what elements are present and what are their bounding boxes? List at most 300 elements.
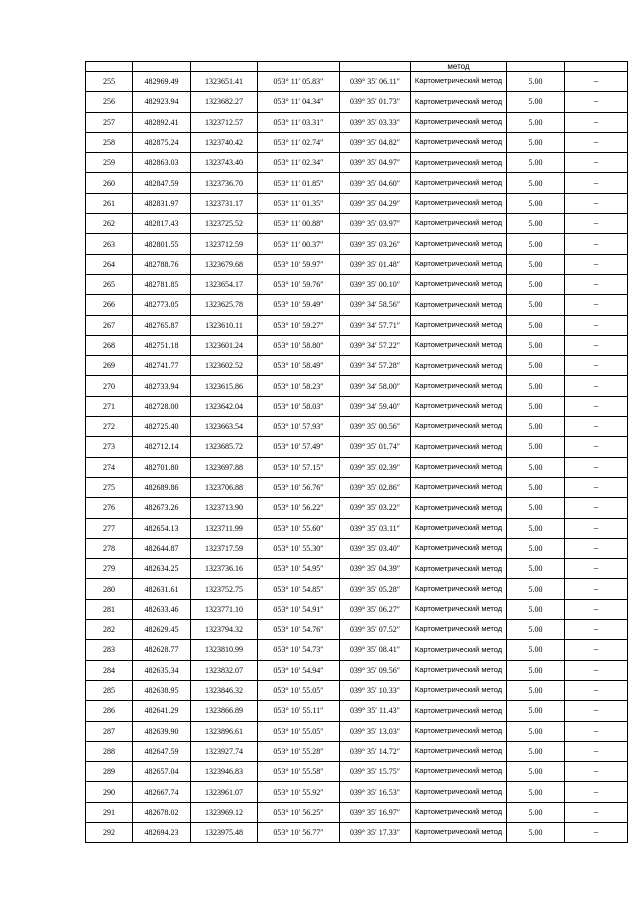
cell-latitude: 053° 10′ 55.92″: [258, 782, 340, 802]
cell-accuracy: 5.00: [507, 782, 565, 802]
cell-point-number: 277: [86, 518, 133, 538]
cell-x-coordinate: 482801.55: [133, 234, 191, 254]
cell-longitude: 039° 35′ 10.33″: [340, 680, 411, 700]
cell-latitude: 053° 10′ 58.49″: [258, 356, 340, 376]
cell-y-coordinate: 1323625.78: [191, 295, 258, 315]
cell-latitude: 053° 10′ 54.73″: [258, 640, 340, 660]
cell-accuracy: 5.00: [507, 193, 565, 213]
cell-latitude: 053° 10′ 54.76″: [258, 620, 340, 640]
cell-point-number: 286: [86, 701, 133, 721]
cell-longitude: 039° 35′ 01.74″: [340, 437, 411, 457]
cell-x-coordinate: 482875.24: [133, 132, 191, 152]
cell-point-number: 292: [86, 822, 133, 842]
cell-latitude: 053° 11′ 03.31″: [258, 112, 340, 132]
cell-y-coordinate: 1323896.61: [191, 721, 258, 741]
cell-longitude: 039° 35′ 03.26″: [340, 234, 411, 254]
cell-longitude: 039° 35′ 03.22″: [340, 498, 411, 518]
cell-latitude: 053° 10′ 59.76″: [258, 274, 340, 294]
cell-latitude: 053° 10′ 56.77″: [258, 822, 340, 842]
cell-y-coordinate: 1323651.41: [191, 72, 258, 92]
cell-point-number: 274: [86, 457, 133, 477]
cell-point-number: 266: [86, 295, 133, 315]
cell-method: Картометрический метод: [411, 579, 507, 599]
cell-latitude: 053° 10′ 59.27″: [258, 315, 340, 335]
cell-longitude: 039° 35′ 00.10″: [340, 274, 411, 294]
cell-y-coordinate: 1323706.88: [191, 477, 258, 497]
cell-method: Картометрический метод: [411, 92, 507, 112]
cell-method: Картометрический метод: [411, 721, 507, 741]
cell-note: –: [565, 92, 628, 112]
cell-longitude: 039° 35′ 03.40″: [340, 538, 411, 558]
cell-point-number: 263: [86, 234, 133, 254]
cell-point-number: 283: [86, 640, 133, 660]
cell-x-coordinate: 482923.94: [133, 92, 191, 112]
cell-y-coordinate: 1323961.07: [191, 782, 258, 802]
cell-note: –: [565, 214, 628, 234]
cell-method: Картометрический метод: [411, 376, 507, 396]
cell-method: Картометрический метод: [411, 315, 507, 335]
cell-note: –: [565, 356, 628, 376]
cell-x-coordinate: 482638.95: [133, 680, 191, 700]
table-row: [86, 802, 628, 822]
cell-accuracy: 5.00: [507, 112, 565, 132]
cell-note: –: [565, 376, 628, 396]
cell-point-number: 289: [86, 762, 133, 782]
cell-note: –: [565, 640, 628, 660]
cell-method: Картометрический метод: [411, 640, 507, 660]
cell-x-coordinate: 482673.26: [133, 498, 191, 518]
cell-y-coordinate: 1323975.48: [191, 822, 258, 842]
table-row: [86, 559, 628, 579]
cell-y-coordinate: 1323713.90: [191, 498, 258, 518]
cell-accuracy: 5.00: [507, 721, 565, 741]
cell-method-tail: метод: [411, 62, 507, 72]
cell-accuracy: 5.00: [507, 620, 565, 640]
cell-accuracy: 5.00: [507, 680, 565, 700]
cell-accuracy: 5.00: [507, 518, 565, 538]
cell-method: Картометрический метод: [411, 498, 507, 518]
cell-note: –: [565, 274, 628, 294]
table-row: [86, 701, 628, 721]
cell-y-coordinate: 1323610.11: [191, 315, 258, 335]
cell-latitude: 053° 10′ 55.60″: [258, 518, 340, 538]
cell-latitude: 053° 10′ 54.85″: [258, 579, 340, 599]
cell-x-coordinate: 482631.61: [133, 579, 191, 599]
cell-y-coordinate: 1323832.07: [191, 660, 258, 680]
cell-longitude: 039° 35′ 15.75″: [340, 762, 411, 782]
cell-x-coordinate: 482725.40: [133, 417, 191, 437]
cell-point-number: 275: [86, 477, 133, 497]
cell-point-number: 278: [86, 538, 133, 558]
cell-y-coordinate: 1323736.70: [191, 173, 258, 193]
cell-latitude: 053° 10′ 55.05″: [258, 680, 340, 700]
cell-accuracy: 5.00: [507, 538, 565, 558]
cell-method: Картометрический метод: [411, 762, 507, 782]
cell-point-number: 257: [86, 112, 133, 132]
cell-latitude: 053° 10′ 55.58″: [258, 762, 340, 782]
cell-y-coordinate: 1323697.88: [191, 457, 258, 477]
cell-point-number: 279: [86, 559, 133, 579]
cell-x-coordinate: 482788.76: [133, 254, 191, 274]
cell-note: –: [565, 701, 628, 721]
cell-x-coordinate: 482629.45: [133, 620, 191, 640]
cell-x-coordinate: 482641.29: [133, 701, 191, 721]
cell-latitude: 053° 11′ 01.35″: [258, 193, 340, 213]
cell-point-number: 272: [86, 417, 133, 437]
cell-accuracy: 5.00: [507, 457, 565, 477]
cell-longitude: 039° 35′ 03.97″: [340, 214, 411, 234]
cell-method: Картометрический метод: [411, 335, 507, 355]
cell-method: Картометрический метод: [411, 701, 507, 721]
cell-y-coordinate: 1323846.32: [191, 680, 258, 700]
cell-x-coordinate: 482689.86: [133, 477, 191, 497]
cell-accuracy: 5.00: [507, 477, 565, 497]
cell-accuracy: 5.00: [507, 741, 565, 761]
cell-method: Картометрический метод: [411, 680, 507, 700]
cell-method: Картометрический метод: [411, 234, 507, 254]
table-row: [86, 356, 628, 376]
cell-longitude: 039° 35′ 00.56″: [340, 417, 411, 437]
cell-x-coordinate: 482765.87: [133, 315, 191, 335]
cell-note: –: [565, 153, 628, 173]
cell-longitude: 039° 35′ 03.11″: [340, 518, 411, 538]
cell-longitude: 039° 34′ 58.00″: [340, 376, 411, 396]
cell-longitude: 039° 34′ 58.56″: [340, 295, 411, 315]
cell-y-coordinate: 1323615.86: [191, 376, 258, 396]
cell-method: Картометрический метод: [411, 214, 507, 234]
cell-method: Картометрический метод: [411, 538, 507, 558]
cell-longitude: 039° 35′ 14.72″: [340, 741, 411, 761]
cell-note: –: [565, 498, 628, 518]
cell-accuracy: 5.00: [507, 153, 565, 173]
cell-y-coordinate: 1323969.12: [191, 802, 258, 822]
cell-x-coordinate: 482644.87: [133, 538, 191, 558]
cell-x-coordinate: 482969.49: [133, 72, 191, 92]
cell-note: –: [565, 193, 628, 213]
table-row: [86, 538, 628, 558]
table-row: [86, 640, 628, 660]
cell-accuracy: 5.00: [507, 72, 565, 92]
cell-method: Картометрический метод: [411, 457, 507, 477]
cell-point-number: 287: [86, 721, 133, 741]
cell-note: –: [565, 72, 628, 92]
cell-latitude: 053° 11′ 00.88″: [258, 214, 340, 234]
table-row: [86, 234, 628, 254]
cell-latitude: 053° 10′ 56.25″: [258, 802, 340, 822]
cell-x-coordinate: 482728.00: [133, 396, 191, 416]
cell-latitude: 053° 10′ 57.49″: [258, 437, 340, 457]
cell-note: –: [565, 315, 628, 335]
cell-accuracy: 5.00: [507, 822, 565, 842]
table-row: [86, 477, 628, 497]
cell-latitude: 053° 10′ 55.05″: [258, 721, 340, 741]
cell-x-coordinate: 482773.05: [133, 295, 191, 315]
cell-accuracy: 5.00: [507, 132, 565, 152]
cell-longitude: 039° 35′ 06.11″: [340, 72, 411, 92]
cell-longitude: 039° 34′ 59.40″: [340, 396, 411, 416]
cell-y-coordinate: 1323927.74: [191, 741, 258, 761]
cell-method: Картометрический метод: [411, 518, 507, 538]
cell-latitude: 053° 10′ 54.95″: [258, 559, 340, 579]
table-row: [86, 132, 628, 152]
cell-accuracy: 5.00: [507, 173, 565, 193]
cell-note: –: [565, 579, 628, 599]
cell-note: –: [565, 112, 628, 132]
table-row: [86, 112, 628, 132]
table-row: [86, 741, 628, 761]
cell-method: Картометрический метод: [411, 741, 507, 761]
cell-accuracy: 5.00: [507, 579, 565, 599]
cell-y-coordinate: 1323654.17: [191, 274, 258, 294]
cell-method: Картометрический метод: [411, 782, 507, 802]
cell-point-number: 261: [86, 193, 133, 213]
cell-note: –: [565, 538, 628, 558]
cell-point-number: 290: [86, 782, 133, 802]
cell-latitude: 053° 10′ 58.03″: [258, 396, 340, 416]
cell-longitude: 039° 35′ 11.43″: [340, 701, 411, 721]
cell-note: –: [565, 599, 628, 619]
cell-latitude: 053° 10′ 57.93″: [258, 417, 340, 437]
cell-point-number: 276: [86, 498, 133, 518]
cell-longitude: 039° 34′ 57.28″: [340, 356, 411, 376]
table-row: [86, 660, 628, 680]
cell-latitude: 053° 10′ 59.97″: [258, 254, 340, 274]
table-row: [86, 72, 628, 92]
cell-point-number: 256: [86, 92, 133, 112]
cell-latitude: 053° 11′ 00.37″: [258, 234, 340, 254]
table-body: [86, 62, 628, 843]
table-row: [86, 437, 628, 457]
cell-x-coordinate: 482712.14: [133, 437, 191, 457]
cell-note: –: [565, 762, 628, 782]
cell-note: –: [565, 782, 628, 802]
cell-latitude: 053° 11′ 02.34″: [258, 153, 340, 173]
cell-point-number: 268: [86, 335, 133, 355]
table-row: [86, 214, 628, 234]
cell-x-coordinate: 482863.03: [133, 153, 191, 173]
cell-note: –: [565, 620, 628, 640]
cell-method: Картометрический метод: [411, 599, 507, 619]
cell-method: Картометрический метод: [411, 173, 507, 193]
cell-x-coordinate: 482817.43: [133, 214, 191, 234]
cell-point-number: 259: [86, 153, 133, 173]
cell-note: –: [565, 295, 628, 315]
cell-note: –: [565, 437, 628, 457]
cell-empty: [86, 62, 133, 72]
cell-point-number: 264: [86, 254, 133, 274]
cell-x-coordinate: 482647.59: [133, 741, 191, 761]
cell-note: –: [565, 822, 628, 842]
cell-y-coordinate: 1323642.04: [191, 396, 258, 416]
cell-point-number: 273: [86, 437, 133, 457]
cell-y-coordinate: 1323682.27: [191, 92, 258, 112]
cell-point-number: 280: [86, 579, 133, 599]
cell-note: –: [565, 802, 628, 822]
cell-note: –: [565, 477, 628, 497]
cell-longitude: 039° 35′ 04.97″: [340, 153, 411, 173]
cell-latitude: 053° 10′ 56.76″: [258, 477, 340, 497]
cell-longitude: 039° 35′ 17.33″: [340, 822, 411, 842]
coordinates-table: [85, 61, 628, 843]
cell-accuracy: 5.00: [507, 295, 565, 315]
cell-x-coordinate: 482633.46: [133, 599, 191, 619]
table-row: [86, 579, 628, 599]
cell-accuracy: 5.00: [507, 356, 565, 376]
cell-y-coordinate: 1323712.57: [191, 112, 258, 132]
cell-longitude: 039° 35′ 16.97″: [340, 802, 411, 822]
cell-accuracy: 5.00: [507, 599, 565, 619]
cell-method: Картометрический метод: [411, 274, 507, 294]
table-row: [86, 396, 628, 416]
cell-accuracy: 5.00: [507, 660, 565, 680]
cell-y-coordinate: 1323752.75: [191, 579, 258, 599]
cell-x-coordinate: 482751.18: [133, 335, 191, 355]
cell-x-coordinate: 482667.74: [133, 782, 191, 802]
cell-note: –: [565, 741, 628, 761]
cell-note: –: [565, 721, 628, 741]
table-row: [86, 376, 628, 396]
table-row: [86, 620, 628, 640]
table-row: [86, 457, 628, 477]
cell-method: Картометрический метод: [411, 396, 507, 416]
cell-longitude: 039° 35′ 07.52″: [340, 620, 411, 640]
table-row: [86, 153, 628, 173]
cell-note: –: [565, 660, 628, 680]
cell-longitude: 039° 35′ 04.60″: [340, 173, 411, 193]
cell-empty: [191, 62, 258, 72]
cell-longitude: 039° 35′ 09.56″: [340, 660, 411, 680]
cell-latitude: 053° 11′ 01.85″: [258, 173, 340, 193]
cell-longitude: 039° 34′ 57.22″: [340, 335, 411, 355]
cell-y-coordinate: 1323717.59: [191, 538, 258, 558]
cell-x-coordinate: 482634.25: [133, 559, 191, 579]
table-row: [86, 498, 628, 518]
cell-longitude: 039° 35′ 04.82″: [340, 132, 411, 152]
cell-x-coordinate: 482657.04: [133, 762, 191, 782]
cell-x-coordinate: 482781.85: [133, 274, 191, 294]
cell-longitude: 039° 35′ 01.48″: [340, 254, 411, 274]
cell-accuracy: 5.00: [507, 335, 565, 355]
cell-method: Картометрический метод: [411, 112, 507, 132]
cell-y-coordinate: 1323736.16: [191, 559, 258, 579]
cell-accuracy: 5.00: [507, 701, 565, 721]
table-row: [86, 782, 628, 802]
cell-point-number: 262: [86, 214, 133, 234]
table-row: [86, 417, 628, 437]
table-row: [86, 173, 628, 193]
cell-latitude: 053° 10′ 54.94″: [258, 660, 340, 680]
cell-latitude: 053° 10′ 58.23″: [258, 376, 340, 396]
cell-x-coordinate: 482847.59: [133, 173, 191, 193]
cell-note: –: [565, 396, 628, 416]
cell-method: Картометрический метод: [411, 193, 507, 213]
cell-note: –: [565, 335, 628, 355]
table-row: [86, 193, 628, 213]
cell-x-coordinate: 482639.90: [133, 721, 191, 741]
cell-empty: [340, 62, 411, 72]
cell-latitude: 053° 10′ 55.11″: [258, 701, 340, 721]
cell-y-coordinate: 1323679.68: [191, 254, 258, 274]
cell-x-coordinate: 482831.97: [133, 193, 191, 213]
cell-latitude: 053° 10′ 59.49″: [258, 295, 340, 315]
cell-latitude: 053° 10′ 55.28″: [258, 741, 340, 761]
cell-longitude: 039° 35′ 08.41″: [340, 640, 411, 660]
cell-point-number: 282: [86, 620, 133, 640]
cell-point-number: 285: [86, 680, 133, 700]
cell-point-number: 269: [86, 356, 133, 376]
cell-longitude: 039° 35′ 06.27″: [340, 599, 411, 619]
cell-longitude: 039° 35′ 03.33″: [340, 112, 411, 132]
cell-point-number: 267: [86, 315, 133, 335]
table-row: [86, 335, 628, 355]
cell-y-coordinate: 1323712.59: [191, 234, 258, 254]
table-row-continued: [86, 62, 628, 72]
cell-y-coordinate: 1323740.42: [191, 132, 258, 152]
cell-note: –: [565, 254, 628, 274]
cell-longitude: 039° 35′ 16.53″: [340, 782, 411, 802]
cell-note: –: [565, 680, 628, 700]
cell-longitude: 039° 35′ 04.29″: [340, 193, 411, 213]
cell-method: Картометрический метод: [411, 822, 507, 842]
cell-method: Картометрический метод: [411, 132, 507, 152]
cell-longitude: 039° 34′ 57.71″: [340, 315, 411, 335]
table-row: [86, 92, 628, 112]
cell-latitude: 053° 11′ 02.74″: [258, 132, 340, 152]
cell-accuracy: 5.00: [507, 559, 565, 579]
cell-longitude: 039° 35′ 04.39″: [340, 559, 411, 579]
table-row: [86, 315, 628, 335]
cell-method: Картометрический метод: [411, 802, 507, 822]
cell-latitude: 053° 11′ 05.83″: [258, 72, 340, 92]
cell-latitude: 053° 10′ 56.22″: [258, 498, 340, 518]
cell-accuracy: 5.00: [507, 315, 565, 335]
cell-note: –: [565, 559, 628, 579]
cell-method: Картометрический метод: [411, 153, 507, 173]
table-row: [86, 295, 628, 315]
table-row: [86, 274, 628, 294]
cell-accuracy: 5.00: [507, 417, 565, 437]
cell-accuracy: 5.00: [507, 396, 565, 416]
cell-y-coordinate: 1323602.52: [191, 356, 258, 376]
cell-accuracy: 5.00: [507, 762, 565, 782]
cell-accuracy: 5.00: [507, 802, 565, 822]
cell-empty: [565, 62, 628, 72]
cell-x-coordinate: 482892.41: [133, 112, 191, 132]
cell-y-coordinate: 1323946.83: [191, 762, 258, 782]
cell-empty: [258, 62, 340, 72]
cell-latitude: 053° 10′ 54.91″: [258, 599, 340, 619]
cell-point-number: 258: [86, 132, 133, 152]
cell-y-coordinate: 1323731.17: [191, 193, 258, 213]
cell-accuracy: 5.00: [507, 254, 565, 274]
cell-method: Картометрический метод: [411, 254, 507, 274]
cell-method: Картометрический метод: [411, 295, 507, 315]
table-row: [86, 721, 628, 741]
cell-empty: [507, 62, 565, 72]
cell-empty: [133, 62, 191, 72]
cell-longitude: 039° 35′ 02.86″: [340, 477, 411, 497]
cell-note: –: [565, 417, 628, 437]
cell-method: Картометрический метод: [411, 620, 507, 640]
cell-y-coordinate: 1323810.99: [191, 640, 258, 660]
cell-point-number: 284: [86, 660, 133, 680]
cell-x-coordinate: 482654.13: [133, 518, 191, 538]
table-row: [86, 518, 628, 538]
cell-method: Картометрический метод: [411, 660, 507, 680]
cell-point-number: 288: [86, 741, 133, 761]
cell-y-coordinate: 1323711.99: [191, 518, 258, 538]
cell-method: Картометрический метод: [411, 559, 507, 579]
